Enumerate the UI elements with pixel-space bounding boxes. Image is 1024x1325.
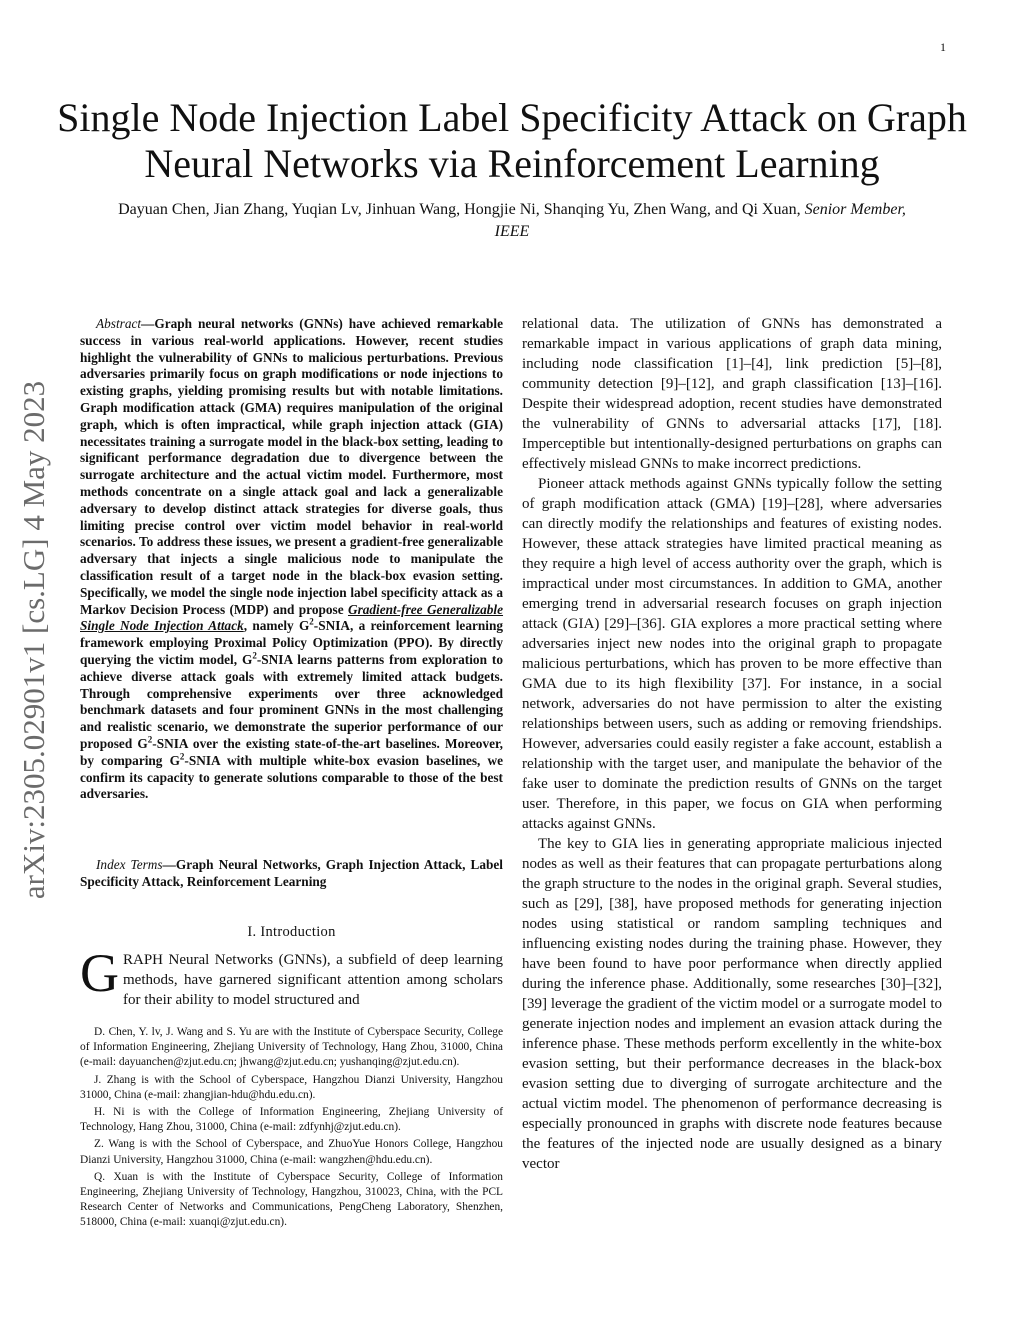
index-terms-label: Index Terms— [96, 857, 176, 872]
footnote: H. Ni is with the College of Information Engineering, Zhejiang University of Technology, Hang Zhou, 31000, China (e-mail: zdfynhj@zjut.edu.cn). [80, 1106, 503, 1134]
abstract-label: Abstract— [96, 316, 155, 331]
arxiv-identifier[interactable]: arXiv:2305.02901v1 [cs.LG] 4 May 2023 [16, 380, 51, 900]
author-footnotes [80, 1025, 503, 1233]
introduction-paragraph: GRAPH Neural Networks (GNNs), a subfield of deep learning methods, have garnered significant attention among scholars for their ability to model structured and [80, 943, 503, 1008]
footnote: Z. Wang is with the School of Cyberspace, and ZhuoYue Honors College, Hangzhou Dianzi University, Hangzhou 31000, China (e-mail: wangzhen@hdu.edu.cn). [80, 1138, 503, 1166]
method-name: Gradient-free Generalizable Single Node Injection Attack [80, 601, 504, 634]
body-paragraph: The key to GIA lies in generating appropriate malicious injected nodes as well as their features that can propagate perturbations along the graph structure to the nodes in the original graph. Several studies, such as [29], [38], have proposed methods for generating injection nodes using statistical or random sampling techniques and influencing existing nodes during the training phase. However, they have been found to have poor performance when directly applied during the inference phase. Additionally, some researches [30]–[32], [39] leverage the gradient of the victim model or a surrogate model to generate injection nodes and implement an evasion attack during the inference phase. These methods perform excellently in the white-box evasion setting, but their performance decreases in the black-box evasion setting due to diverging of surrogate architecture and the actual victim model. The phenomenon of performance decreasing is especially pronounced in graphs with discrete node features because the features of the injected node are usually designed as a binary vector [522, 836, 942, 1172]
drop-cap: G [80, 943, 119, 1003]
author-membership: Senior Member, IEEE [494, 201, 906, 240]
footnote: D. Chen, Y. lv, J. Wang and S. Yu are with the Institute of Cyberspace Security, College of Information Engineering, Zhejiang University of Technology, Hang Zhou, 31000, China (e-mail: dayuanchen@zjut.edu.cn; jhwang@zjut.edu.cn; yushanqing@zjut.edu.cn). [80, 1026, 503, 1069]
footnote: Q. Xuan is with the Institute of Cyberspace Security, College of Information Engineering, Zhejiang University of Technology, Hangzhou, 310023, China, with the PCL Research Center of Networks and Communications, PengCheng Laboratory, Shenzhen, 518000, China (e-mail: xuanqi@zjut.edu.cn). [80, 1170, 503, 1229]
section-heading-introduction: I. Introduction [247, 924, 336, 940]
index-terms: Index Terms—Graph Neural Networks, Graph Injection Attack, Label Specificity Attack, Reinforcement Learning [80, 857, 504, 889]
body-paragraph: Pioneer attack methods against GNNs typically follow the setting of graph modification attack (GMA) [19]–[28], where adversaries can directly modify the relationships and features of existing nodes. However, these attack strategies have limited practical meaning as they require a high level of access authority over the graph, which is impractical under most circumstances. In addition to GMA, another emerging trend in adversarial research focuses on graph injection attack (GIA) [29]–[36]. GIA explores a more practical setting where adversaries inject new nodes into the original graph to propagate malicious perturbations, which has proven to be more effective than GMA due to its high flexibility [37]. For instance, in a social network, adversaries do not have permission to alter the existing relationships between users, such as adding or removing friendships. However, adversaries could easily register a fake account, establish a relationship with the target user, and manipulate the behavior of the fake user to dominate the prediction results of GNNs on the target user. Therefore, in this paper, we focus on GIA when performing attacks against GNNs. [522, 476, 942, 832]
paper-title: Single Node Injection Label Specificity Attack on Graph Neural Networks via Reinforcement Learning [57, 95, 967, 186]
page-number: 1 [940, 40, 946, 54]
abstract: Abstract—Graph neural networks (GNNs) have achieved remarkable success in various real-world applications. However, recent studies highlight the vulnerability of GNNs to malicious perturbations. Previous adversaries primarily focus on graph modifications or node injections to existing graphs, yielding promising results but with notable limitations. Graph modification attack (GMA) requires manipulation of the original graph, which is often impractical, while graph injection attack (GIA) necessitates training a surrogate model in the black-box setting, leading to significant performance degradation due to divergence between the surrogate architecture and the actual victim model. Furthermore, most methods concentrate on a single attack goal and lack a generalizable adversary to develop distinct attack strategies for diverse goals, thus limiting precise control over victim model behavior in real-world scenarios. To address these issues, we present a gradient-free generalizable adversary that injects a single malicious node to manipulate the classification result of a target node in the black-box evasion setting. Specifically, we model the single node injection label specificity attack as a Markov Decision Process (MDP) and propose Gradient-free Generalizable Single Node Injection Attack, namely $G^2$-SNIA, a reinforcement learning framework employing Proximal Policy Optimization (PPO). By directly querying the victim model, $G^2$-SNIA learns patterns from exploration to achieve diverse attack goals with extremely limited attack budgets. Through comprehensive experiments over three acknowledged benchmark datasets and four prominent GNNs in the most challenging and realistic scenario, we demonstrate the superior performance of our proposed $G^2$-SNIA over the existing state-of-the-art baselines. Moreover, by comparing $G^2$-SNIA with multiple white-box evasion baselines, we confirm its capacity to generate solutions comparable to those of the best adversaries. [80, 316, 504, 802]
body-paragraph: relational data. The utilization of GNNs has demonstrated a remarkable impact in various applications of graph data mining, including node classification [1]–[4], link prediction [5]–[8], community detection [9]–[12], and graph classification [13]–[16]. Despite their widespread adoption, recent studies have demonstrated the vulnerability of GNNs to adversarial attacks [17], [18]. Imperceptible but intentionally-designed perturbations on graphs can effectively mislead GNNs to make incorrect predictions. [522, 316, 942, 472]
footnote: J. Zhang is with the School of Cyberspace, Hangzhou Dianzi University, Hangzhou 31000, China (e-mail: zhangjian-hdu@hdu.edu.cn). [80, 1073, 503, 1101]
author-names: Dayuan Chen, Jian Zhang, Yuqian Lv, Jinhuan Wang, Hongjie Ni, Shanqing Yu, Zhen Wang, and Qi Xuan, [118, 201, 801, 218]
author-list [100, 199, 924, 243]
right-column-body [522, 314, 942, 1174]
